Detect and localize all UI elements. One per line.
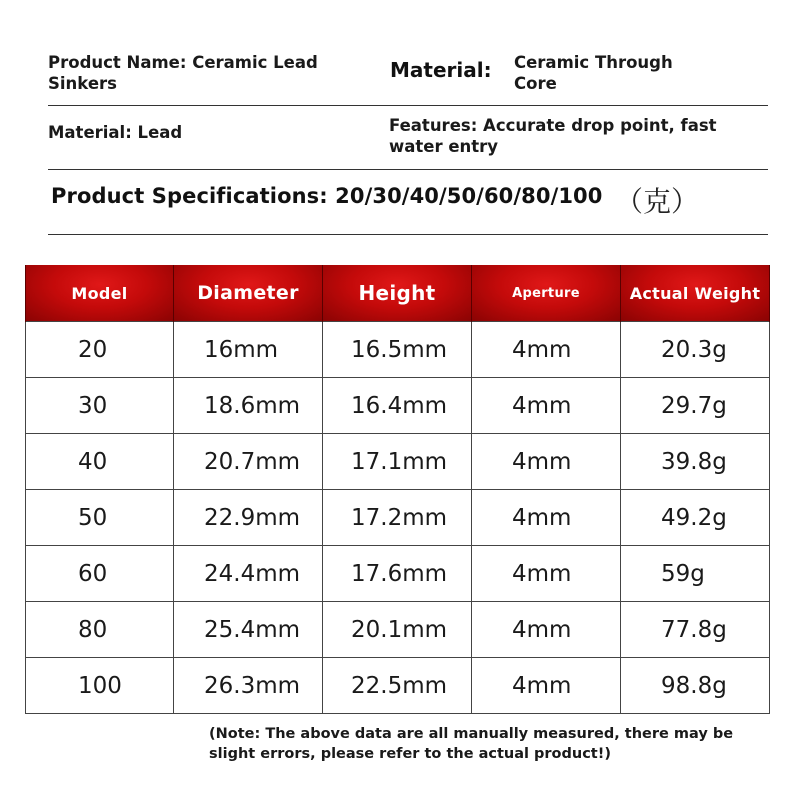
cell-aperture: 4mm [472,546,621,602]
cell-aperture: 4mm [472,490,621,546]
cell-actual-weight: 39.8g [621,434,770,490]
cell-diameter: 18.6mm [174,378,323,434]
divider-2 [48,169,768,170]
cell-actual-weight: 98.8g [621,658,770,714]
cell-height: 20.1mm [323,602,472,658]
cell-height: 16.5mm [323,322,472,378]
cell-diameter: 26.3mm [174,658,323,714]
table-row [26,378,770,434]
cell-actual-weight: 77.8g [621,602,770,658]
cell-aperture: 4mm [472,322,621,378]
material-label: Material: [390,58,492,82]
table-row [26,434,770,490]
cell-aperture: 4mm [472,378,621,434]
table-row [26,546,770,602]
divider-1 [48,105,768,106]
header-aperture: Aperture [472,265,621,322]
header-actual-weight: Actual Weight [621,265,770,322]
features: Features: Accurate drop point, fast water entry [389,116,717,156]
table-row [26,490,770,546]
cell-aperture: 4mm [472,658,621,714]
cell-height: 17.2mm [323,490,472,546]
spec-unit: （克） [615,185,700,218]
cell-height: 17.1mm [323,434,472,490]
table-row [26,658,770,714]
header-model: Model [26,265,174,322]
spec-table [25,265,770,714]
cell-model: 60 [26,546,174,602]
cell-actual-weight: 20.3g [621,322,770,378]
cell-model: 80 [26,602,174,658]
cell-diameter: 24.4mm [174,546,323,602]
cell-model: 30 [26,378,174,434]
table-header-row [26,265,770,322]
cell-actual-weight: 49.2g [621,490,770,546]
product-name: Product Name: Ceramic Lead Sinkers [48,53,318,93]
table-row [26,602,770,658]
cell-diameter: 25.4mm [174,602,323,658]
cell-height: 16.4mm [323,378,472,434]
table-row [26,322,770,378]
header-height: Height [323,265,472,322]
cell-model: 20 [26,322,174,378]
cell-model: 50 [26,490,174,546]
cell-diameter: 22.9mm [174,490,323,546]
cell-height: 17.6mm [323,546,472,602]
cell-aperture: 4mm [472,434,621,490]
cell-height: 22.5mm [323,658,472,714]
cell-aperture: 4mm [472,602,621,658]
divider-3 [48,234,768,235]
cell-diameter: 20.7mm [174,434,323,490]
cell-model: 40 [26,434,174,490]
cell-actual-weight: 29.7g [621,378,770,434]
measurement-note: (Note: The above data are all manually measured, there may be slight errors, please refer to the actual product!) [209,726,734,762]
cell-model: 100 [26,658,174,714]
cell-actual-weight: 59g [621,546,770,602]
cell-diameter: 16mm [174,322,323,378]
material-lead: Material: Lead [48,123,183,142]
product-specifications: Product Specifications: 20/30/40/50/60/80/100 [51,184,603,208]
header-diameter: Diameter [174,265,323,322]
material-value: Ceramic Through Core [514,53,673,93]
